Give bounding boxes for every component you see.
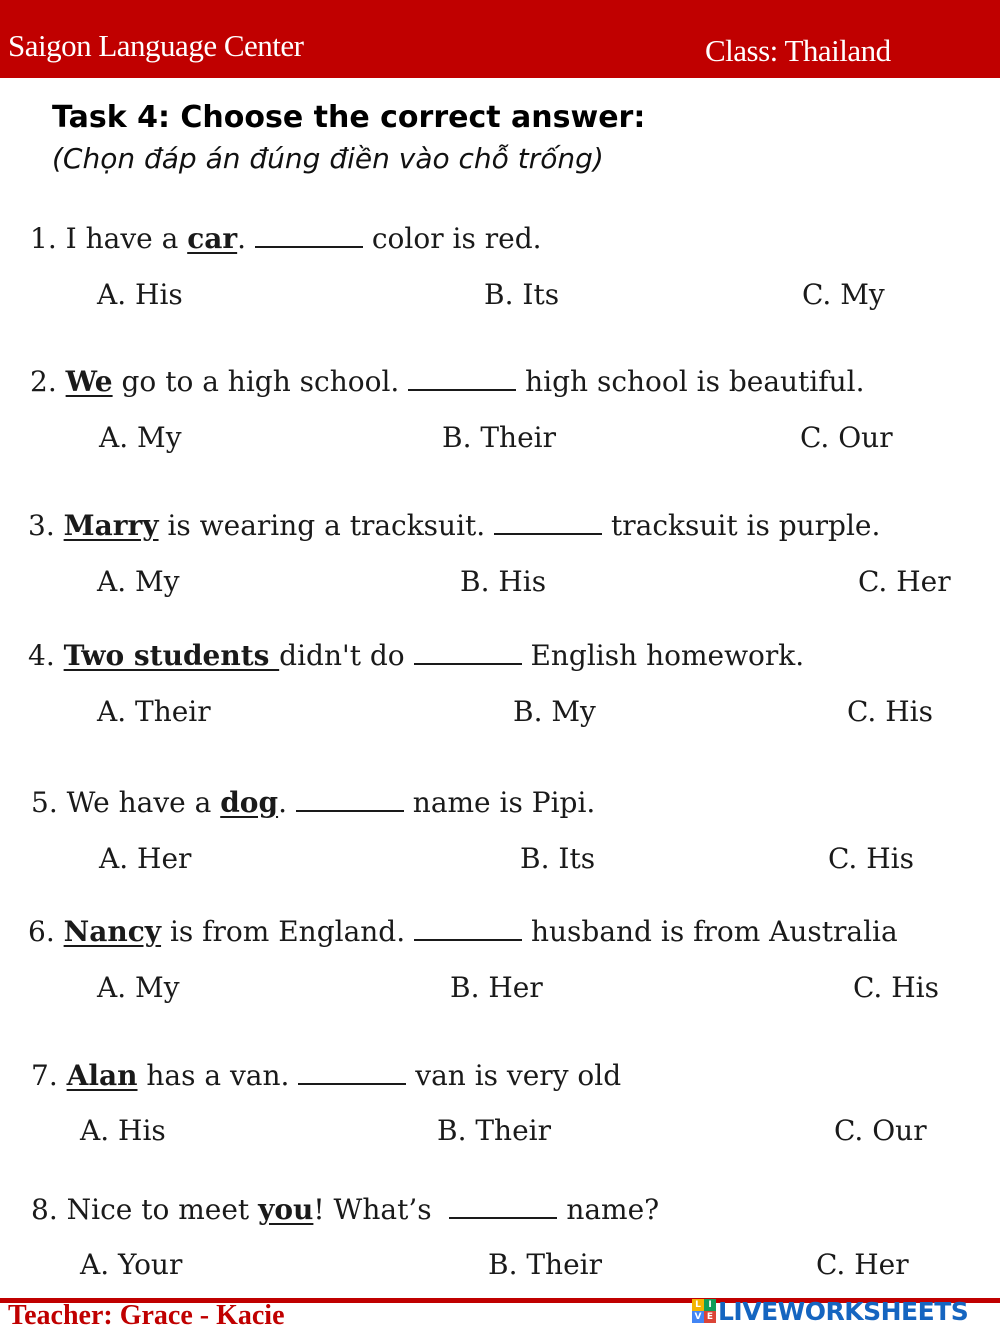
option-b[interactable]: B. Her [450,971,543,1004]
class-name: Class: Thailand [705,33,891,68]
question-text: is wearing a tracksuit. [158,509,486,542]
question-text: We have a [66,786,212,819]
question-number: 2. [30,365,57,398]
option-a[interactable]: A. His [80,1114,166,1147]
question-text: go to a high school. [112,365,400,398]
question-number: 8. [31,1193,58,1226]
answer-blank[interactable] [414,919,522,941]
question-number: 6. [28,915,55,948]
option-a[interactable]: A. My [97,565,180,598]
answer-blank[interactable] [255,226,363,248]
question-text: name is Pipi. [412,786,596,819]
answer-blank[interactable] [296,790,404,812]
option-b[interactable]: B. Their [442,421,556,454]
question-number: 3. [28,509,55,542]
question-6 [28,915,898,948]
option-a[interactable]: A. Their [97,695,211,728]
question-text: . [237,222,247,255]
question-keyword: Nancy [63,915,162,948]
option-c[interactable]: C. Her [858,565,951,598]
question-text: color is red. [371,222,542,255]
answer-blank[interactable] [449,1197,557,1219]
question-text: is from England. [161,915,406,948]
question-5 [31,786,595,819]
question-text: husband is from Australia [530,915,898,948]
question-text: name? [566,1193,660,1226]
question-text: has a van. [137,1059,290,1092]
option-c[interactable]: C. Her [816,1248,909,1281]
option-c[interactable]: C. Our [834,1114,927,1147]
question-keyword: We [65,365,113,398]
answer-blank[interactable] [408,369,516,391]
brand-text: LIVEWORKSHEETS [718,1296,969,1326]
question-text: I have a [65,222,179,255]
question-8 [31,1193,659,1226]
option-b[interactable]: B. His [460,565,547,598]
question-keyword: Two students [63,639,280,672]
liveworksheets-logo[interactable] [692,1296,968,1326]
header-bar [0,0,1000,78]
option-a[interactable]: A. His [97,278,183,311]
option-b[interactable]: B. My [513,695,596,728]
question-keyword: Alan [66,1059,138,1092]
option-a[interactable]: A. My [97,971,180,1004]
center-name: Saigon Language Center [8,28,304,63]
question-text: Nice to meet [66,1193,250,1226]
option-b[interactable]: B. Their [488,1248,602,1281]
task-subtitle: (Chọn đáp án đúng điền vào chỗ trống) [52,142,604,175]
question-2 [30,365,865,398]
question-text: high school is beautiful. [525,365,865,398]
option-a[interactable]: A. My [99,421,182,454]
liveworksheets-icon: L I V E [692,1299,716,1323]
question-3 [28,509,880,542]
option-c[interactable]: C. His [847,695,933,728]
teacher-name: Teacher: Grace - Kacie [8,1300,285,1331]
question-number: 4. [28,639,55,672]
option-b[interactable]: B. Its [520,842,596,875]
answer-blank[interactable] [494,513,602,535]
question-text: ! What’s [313,1193,432,1226]
answer-blank[interactable] [298,1063,406,1085]
question-text: tracksuit is purple. [611,509,881,542]
option-a[interactable]: A. Your [80,1248,183,1281]
question-4 [28,639,804,672]
option-b[interactable]: B. Their [437,1114,551,1147]
question-number: 7. [31,1059,58,1092]
question-text: didn't do [279,639,405,672]
answer-blank[interactable] [414,643,522,665]
question-text: van is very old [415,1059,622,1092]
option-c[interactable]: C. His [828,842,914,875]
option-c[interactable]: C. His [853,971,939,1004]
question-1 [30,222,542,255]
question-number: 5. [31,786,58,819]
question-text: . [278,786,287,819]
question-number: 1. [30,222,57,255]
question-keyword: Marry [63,509,159,542]
question-7 [31,1059,621,1092]
task-title: Task 4: Choose the correct answer: [52,100,646,135]
question-text: English homework. [530,639,805,672]
question-keyword: car [187,222,238,255]
option-c[interactable]: C. My [802,278,885,311]
option-b[interactable]: B. Its [484,278,560,311]
question-keyword: dog [220,786,279,819]
option-a[interactable]: A. Her [99,842,192,875]
question-keyword: you [258,1193,314,1226]
option-c[interactable]: C. Our [800,421,893,454]
